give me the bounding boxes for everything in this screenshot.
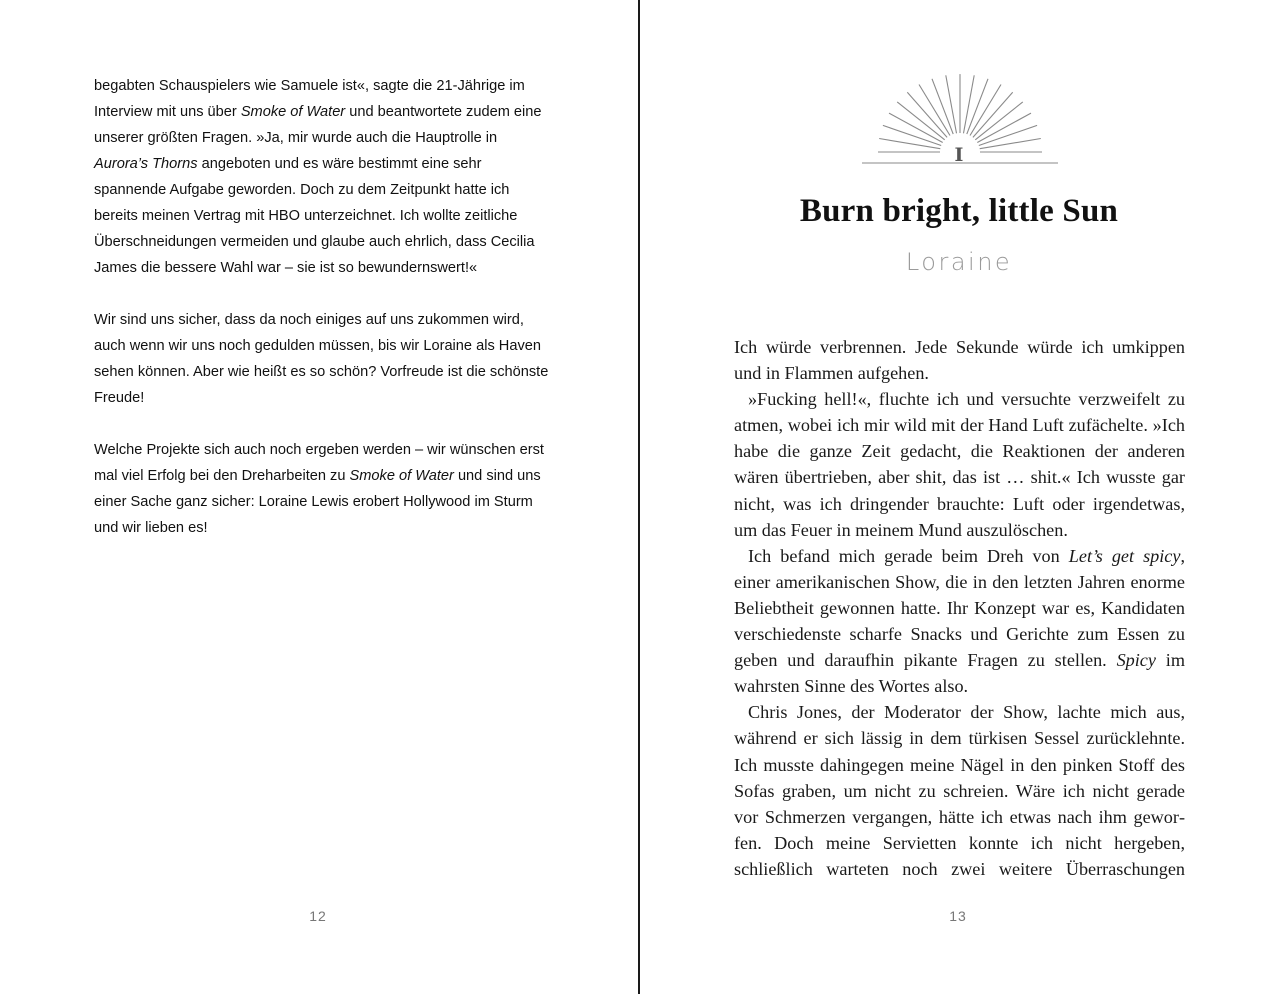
article-paragraph: [94, 307, 554, 411]
italic-run: Smoke of Water: [349, 468, 454, 484]
text-run: Ich befand mich gerade beim Dreh von: [748, 545, 1069, 566]
left-page: [0, 0, 638, 994]
text-run: und sind uns einer Sache ganz sicher: Loraine Lewis erobert Hollywood im Sturm und wir lieben es!: [94, 468, 541, 536]
text-run: angeboten und es wäre bestimmt eine sehr spannende Aufgabe geworden. Doch zu dem Zeitpunkt hatte ich bereits meinen Vertrag mit HBO unterzeichnet. Ich wollte zeitliche Überschneidungen vermeiden und glaube auch ehrlich, dass Cecilia James die bessere Wahl war – sie ist so bewundernswert!«: [94, 156, 535, 276]
text-run: , einer amerikanischen Show, die in den letzten Jahren enorme Beliebtheit gewonnen hatte. Ihr Konzept war es, Kandidaten verschiedenste scharfe Snacks und Gerichte zum Essen zu geben und daraufhin pikante Fragen zu stellen.: [734, 545, 1185, 671]
italic-run: Spicy: [1116, 650, 1156, 671]
sunburst-ray: [883, 125, 941, 145]
sunburst-ray: [977, 113, 1031, 142]
italic-run: Let’s get spicy: [1068, 545, 1181, 566]
article-text: [94, 73, 554, 567]
chapter-title: Burn bright, little Sun: [799, 193, 1119, 229]
sunburst-ray: [967, 79, 988, 134]
text-run: Chris Jones, der Moderator der Show, lachte mich aus, während er sich lässig in dem türkisen Sessel zurücklehnte. Ich musste dahingegen meine Nägel in den pinken Stoff des Sofas graben, um nicht zu schreien. Wäre ich nicht gerade vor Schmerzen vergangen, hätte ich etwas nach ihm geworfen. Doch meine Servietten konnte ich nicht hergeben, schließlich warteten noch zwei weitere Überraschungen: [734, 702, 1185, 879]
page-number-left: 12: [309, 908, 327, 924]
chapter-pov-name: Loraine: [905, 248, 1013, 276]
sunburst-ray: [979, 125, 1037, 145]
right-page: [640, 0, 1278, 994]
body-paragraph: [734, 334, 1185, 386]
sunburst-ray: [932, 79, 953, 134]
sunburst-ray: [889, 113, 943, 142]
text-run: begabten Schauspielers wie Samuele ist«, sagte die 21-Jährige im Interview mit uns über: [94, 78, 525, 120]
chapter-number: I: [954, 144, 964, 166]
sunburst-ray: [964, 75, 975, 133]
text-run: Ich würde verbrennen. Jede Sekunde würde ich umkippen und in Flammen aufgehen.: [734, 337, 1185, 384]
italic-run: Aurora’s Thorns: [94, 156, 198, 172]
text-run: Wir sind uns sicher, dass da noch einiges auf uns zukommen wird, auch wenn wir uns noch gedulden müssen, bis wir Loraine als Haven sehen können. Aber wie heißt es so schön? Vorfreude ist die schönste Freude!: [94, 312, 549, 406]
sunburst-ray: [946, 75, 957, 133]
text-run: »Fucking hell!«, fluchte ich und versuchte verzweifelt zu atmen, wobei ich mir wild mit der Hand Luft zufächelte. »Ich habe die ganze Zeit gedacht, die Reaktionen der anderen wären übertrieben, aber shit, das ist … shit.« Ich wusste gar nicht, was ich dringender brauchte: Luft oder irgendetwas, um das Feuer in meinem Mund auszulöschen.: [734, 389, 1185, 540]
text-run: im wahrsten Sinne des Wortes also.: [734, 650, 1186, 697]
text-run: Welche Projekte sich auch noch ergeben werden – wir wünschen erst mal viel Erfolg bei den Dreharbeiten zu: [94, 442, 544, 484]
article-paragraph: [94, 73, 554, 281]
italic-run: Smoke of Water: [240, 104, 346, 120]
body-paragraph: [734, 386, 1185, 543]
chapter-body-text: [734, 334, 1185, 882]
text-run: und beantwortete zudem eine unserer größten Fragen. »Ja, mir wurde auch die Hauptrolle in: [94, 104, 542, 146]
body-paragraph: [734, 543, 1185, 700]
page-number-right: 13: [949, 908, 967, 924]
article-paragraph: [94, 437, 554, 541]
body-paragraph: [734, 699, 1185, 882]
